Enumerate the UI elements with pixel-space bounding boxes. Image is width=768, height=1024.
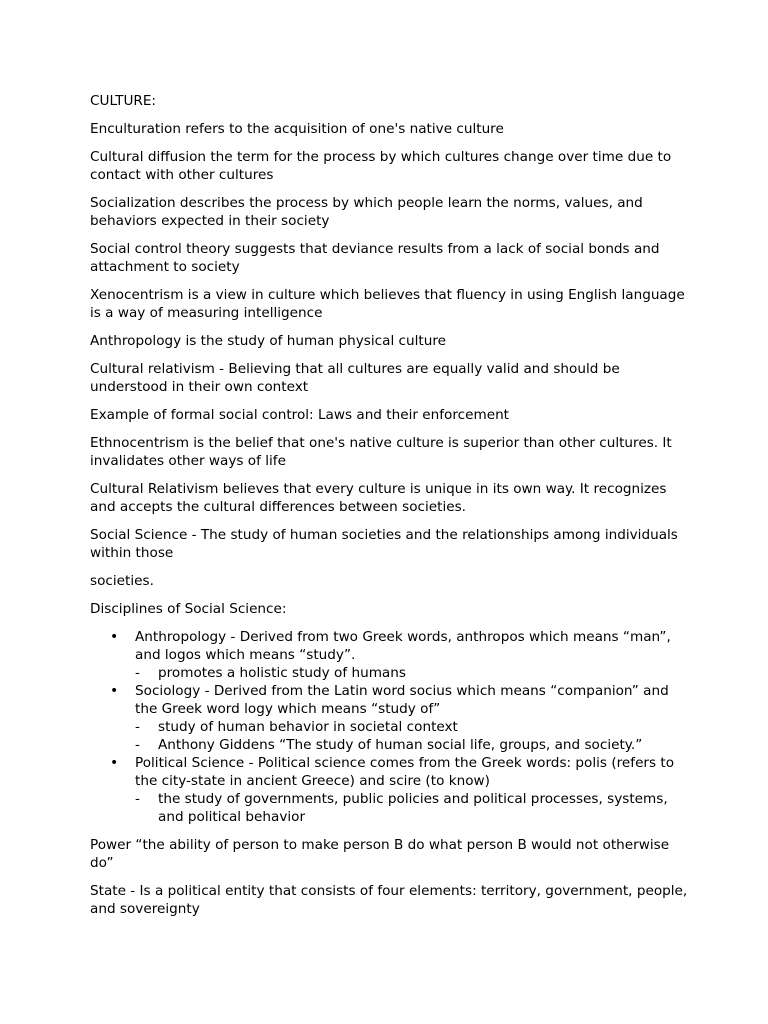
bullet-icon: •	[110, 755, 119, 771]
paragraph-ethnocentrism: Ethnocentrism is the belief that one's native culture is superior than other cultures. It invalidates other ways of life	[90, 435, 672, 469]
paragraph-xenocentrism: Xenocentrism is a view in culture which believes that fluency in using English language is a way of measuring intelligence	[90, 287, 685, 321]
list-item-sociology	[90, 682, 690, 754]
document-page	[90, 92, 690, 928]
sub-list	[135, 718, 690, 754]
paragraph-enculturation: Enculturation refers to the acquisition of one's native culture	[90, 121, 504, 137]
sub-list-item-text: promotes a holistic study of humans	[158, 665, 406, 681]
paragraph-social-control-theory: Social control theory suggests that deviance results from a lack of social bonds and attachment to society	[90, 241, 660, 275]
paragraph-social-science: Social Science - The study of human societies and the relationships among individuals within those	[90, 527, 678, 561]
paragraph-societies: societies.	[90, 573, 154, 589]
paragraph-power: Power “the ability of person to make person B do what person B would not otherwise do”	[90, 837, 670, 871]
sub-list-item	[135, 718, 690, 736]
paragraph-state: State - Is a political entity that consists of four elements: territory, government, people, and sovereignty	[90, 883, 688, 917]
paragraph-cultural-relativism-2: Cultural Relativism believes that every culture is unique in its own way. It recognizes and accepts the cultural differences between societies.	[90, 481, 667, 515]
dash-icon: -	[135, 665, 140, 681]
paragraph-anthropology: Anthropology is the study of human physical culture	[90, 333, 447, 349]
list-item-anthropology	[90, 628, 690, 682]
paragraph-formal-social-control: Example of formal social control: Laws and their enforcement	[90, 407, 510, 423]
sub-list-item-text: the study of governments, public policies and political processes, systems, and political behavior	[158, 791, 668, 825]
paragraph-socialization: Socialization describes the process by which people learn the norms, values, and behaviors expected in their society	[90, 195, 643, 229]
list-item-text: Political Science - Political science comes from the Greek words: polis (refers to the city-state in ancient Greece) and scire (to know)	[135, 755, 675, 789]
list-item-text: Sociology - Derived from the Latin word socius which means “companion” and the Greek word logy which means “study of”	[135, 683, 669, 717]
sub-list	[135, 664, 690, 682]
document-heading: CULTURE:	[90, 93, 157, 109]
dash-icon: -	[135, 791, 140, 807]
disciplines-list	[90, 628, 690, 826]
sub-list-item-text: Anthony Giddens “The study of human social life, groups, and society.”	[158, 737, 643, 753]
bullet-icon: •	[110, 629, 119, 645]
dash-icon: -	[135, 719, 140, 735]
paragraph-cultural-diffusion: Cultural diffusion the term for the process by which cultures change over time due to contact with other cultures	[90, 149, 672, 183]
dash-icon: -	[135, 737, 140, 753]
bullet-icon: •	[110, 683, 119, 699]
sub-list	[135, 790, 690, 826]
sub-list-item-text: study of human behavior in societal context	[158, 719, 458, 735]
list-item-political-science	[90, 754, 690, 826]
paragraph-disciplines-heading: Disciplines of Social Science:	[90, 601, 287, 617]
paragraph-cultural-relativism: Cultural relativism - Believing that all cultures are equally valid and should be understood in their own context	[90, 361, 620, 395]
list-item-text: Anthropology - Derived from two Greek words, anthropos which means “man”, and logos which means “study”.	[135, 629, 671, 663]
sub-list-item	[135, 736, 690, 754]
sub-list-item	[135, 664, 690, 682]
sub-list-item	[135, 790, 690, 826]
